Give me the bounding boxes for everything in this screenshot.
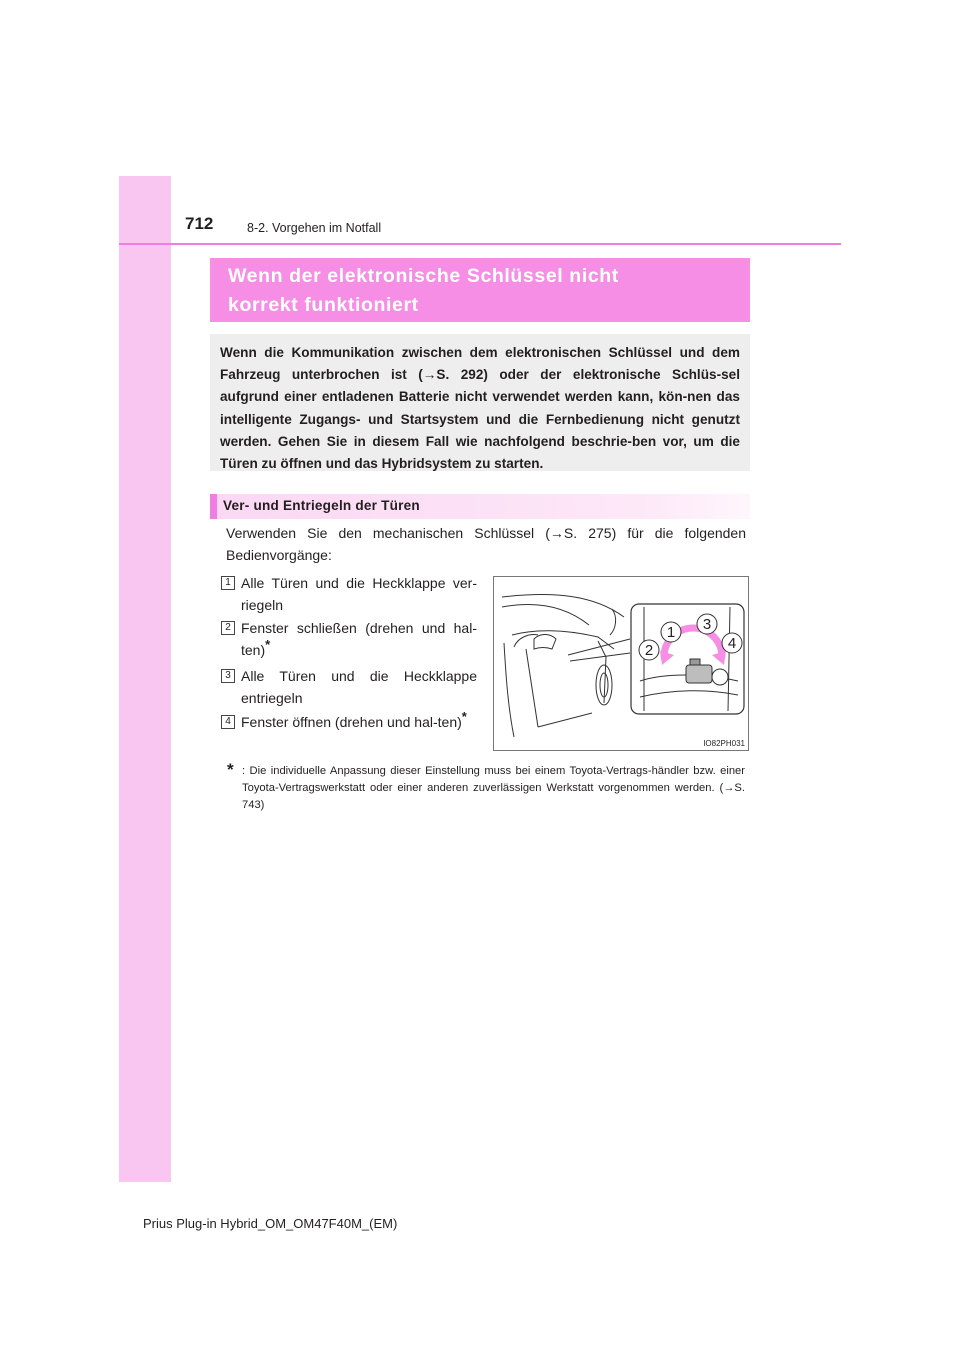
body-text: Verwenden Sie den mechanischen Schlüssel (→S. 275) für die folgenden Bedienvorgänge:	[226, 525, 746, 563]
subheading-accent-bar	[210, 494, 217, 519]
step-number: 2	[221, 621, 235, 635]
section-title: 8-2. Vorgehen im Notfall	[247, 221, 382, 235]
step-text: Fenster schließen (drehen und hal-ten)*	[241, 620, 477, 658]
asterisk-icon: *	[461, 709, 467, 724]
intro-box	[210, 334, 750, 471]
document-footer: Prius Plug-in Hybrid_OM_OM47F40M_(EM)	[143, 1216, 398, 1231]
callout-2: 2	[644, 642, 654, 659]
step-number: 3	[221, 669, 235, 683]
title-banner	[210, 258, 750, 322]
callout-4: 4	[727, 635, 737, 652]
car-door-key-illustration	[493, 576, 749, 751]
page-number: 712	[185, 214, 214, 233]
step-text: Fenster öffnen (drehen und hal-ten)*	[241, 709, 467, 730]
footnote-text: : Die individuelle Anpassung dieser Einstellung muss bei einem Toyota-Vertrags-händler bzw. einer Toyota-Vertragswerkstatt oder einer anderen zuverlässigen Werkstatt vorgenommen werden. (→S. 743)	[242, 765, 745, 811]
title-line-2: korrekt funktioniert	[228, 294, 419, 316]
title-line-1: Wenn der elektronische Schlüssel nicht	[228, 265, 619, 287]
step-number: 4	[221, 715, 235, 729]
callout-3: 3	[702, 616, 712, 633]
footnote-asterisk-icon: *	[227, 760, 234, 779]
step-text: Alle Türen und die Heckklappe ver-riegeln	[241, 575, 477, 613]
side-tab-strip	[119, 176, 171, 1182]
intro-text: Wenn die Kommunikation zwischen dem elektronischen Schlüssel und dem Fahrzeug unterbrochen ist (→S. 292) oder der elektronische Schlüs-sel aufgrund einer entladenen Batterie nicht verwendet werden kann, kön-nen das intelligente Zugangs- und Startsystem und die Fernbedienung nicht genutzt werden. Gehen Sie in diesem Fall wie nachfolgend beschrie-ben vor, um die Türen zu öffnen und das Hybridsystem zu starten.	[220, 345, 740, 472]
step-number: 1	[221, 576, 235, 590]
header-rule	[119, 243, 841, 245]
step-text: Alle Türen und die Heckklappe entriegeln	[241, 668, 477, 706]
car-illustration-icon	[494, 577, 748, 750]
figure-code: IO82PH031	[703, 739, 745, 748]
subheading	[210, 494, 750, 519]
subheading-text: Ver- und Entriegeln der Türen	[223, 498, 420, 513]
asterisk-icon: *	[265, 637, 271, 652]
callout-1: 1	[666, 624, 676, 641]
